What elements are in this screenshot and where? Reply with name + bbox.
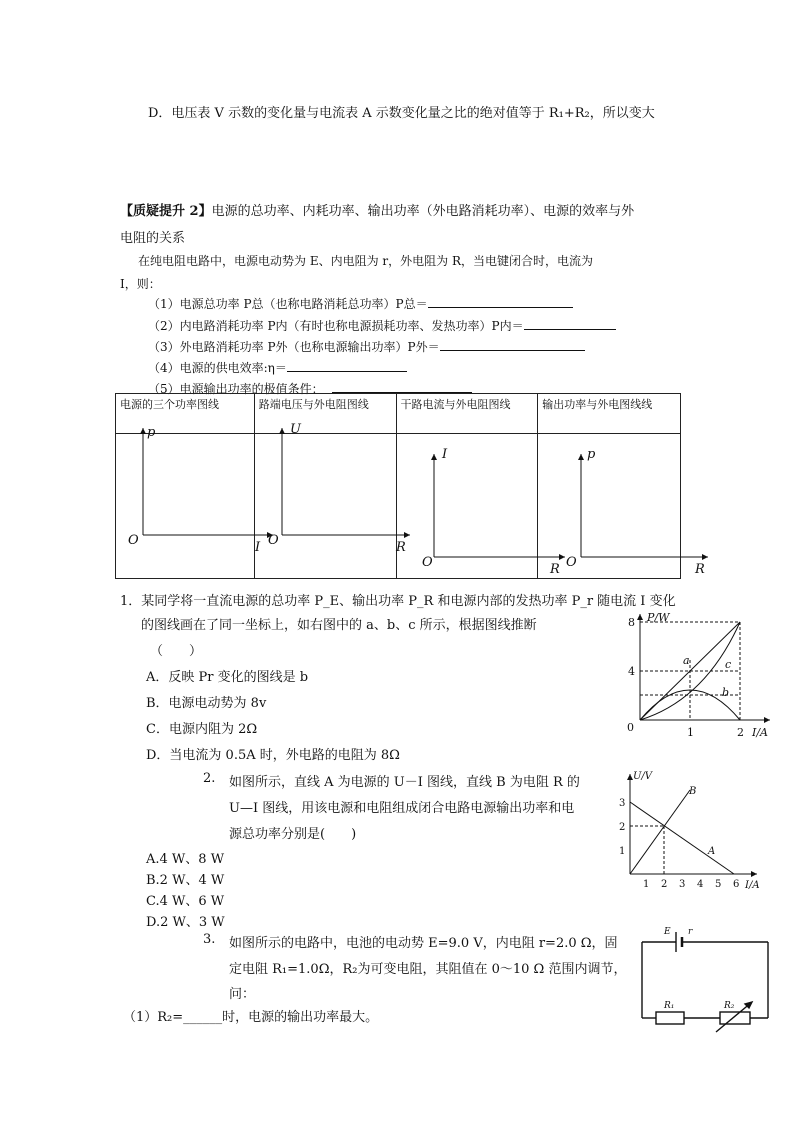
q3-circuit [636, 920, 776, 1035]
q1-origin: 0 [627, 721, 634, 734]
q1-xlabel: I/A [752, 726, 768, 739]
item-2: （2）内电路消耗功率 P内（有时也称电源损耗功率、发热功率）P内＝ [148, 317, 616, 334]
prev-option-d: D．电压表 V 示数的变化量与电流表 A 示数变化量之比的绝对值等于 R₁+R₂，所以变大 [148, 106, 655, 121]
item-5: （5）电源输出功率的极值条件： [148, 380, 472, 397]
q1-option-a: A．反映 Pr 变化的图线是 b [146, 670, 309, 685]
q1-xtick-2: 2 [737, 726, 744, 739]
intro-line-1: 在纯电阻电路中，电源电动势为 E、内电阻为 r，外电阻为 R，当电键闭合时，电流为 [138, 254, 593, 268]
t3-y: I [442, 447, 448, 462]
t4-x: R [695, 562, 705, 577]
q2-xtick-5: 5 [715, 879, 722, 890]
q2-ytick-2: 2 [619, 822, 626, 833]
q2-xtick-3: 3 [679, 879, 686, 890]
q2-xtick-6: 6 [733, 879, 740, 890]
q2-option-c: C.4 W、6 W [146, 894, 225, 909]
q2-option-b: B.2 W、4 W [146, 873, 225, 888]
q2-line-a: A [708, 846, 716, 857]
q1-stem-2: 的图线画在了同一坐标上，如右图中的 a、b、c 所示，根据图线推断 [141, 618, 537, 633]
circuit-label-e: E [664, 927, 671, 937]
circuit-label-r: r [688, 927, 693, 937]
q1-stem-1: 1．某同学将一直流电源的总功率 P_E、输出功率 P_R 和电源内部的发热功率 P_r 随电流 I 变化 [120, 594, 676, 609]
t4-o: O [566, 555, 577, 570]
q1-option-d: D．当电流为 0.5A 时，外电路的电阻为 8Ω [146, 748, 400, 763]
table-header-4: 输出功率与外电图线线 [542, 398, 653, 411]
t1-x: I [255, 540, 261, 555]
q2-xtick-4: 4 [697, 879, 704, 890]
section-title-cont: 电阻的关系 [120, 231, 186, 246]
q2-line-1: 如图所示，直线 A 为电源的 U－I 图线，直线 B 为电阻 R 的 [229, 775, 580, 790]
item-3: （3）外电路消耗功率 P外（也称电源输出功率）P外＝ [148, 338, 585, 355]
q2-line-2: U—I 图线，用该电源和电阻组成闭合电路电源输出功率和电 [229, 801, 575, 816]
table-header-1: 电源的三个功率图线 [120, 398, 219, 411]
q2-xlabel: I/A [745, 880, 760, 891]
q1-paren: （ ） [150, 644, 203, 659]
item-4: （4）电源的供电效率:η＝ [148, 359, 407, 376]
q2-option-d: D.2 W、3 W [146, 915, 225, 930]
q1-ytick-4: 4 [628, 665, 635, 678]
q2-ytick-1: 1 [619, 846, 626, 857]
intro-line-2: I，则： [120, 277, 161, 291]
q1-option-c: C．电源内阻为 2Ω [146, 722, 258, 737]
q3-sub-1: （1）R₂=______时，电源的输出功率最大。 [123, 1010, 379, 1025]
q2-ylabel: U/V [633, 771, 653, 782]
q2-graph [615, 770, 765, 895]
q1-curve-a: a [683, 654, 690, 667]
q3-num: 3. [203, 932, 216, 947]
section-title-text: 电源的总功率、内耗功率、输出功率（外电路消耗功率）、电源的效率与外 [211, 204, 635, 219]
table-header-3: 干路电流与外电阻图线 [400, 398, 511, 411]
q1-ytick-8: 8 [628, 616, 635, 629]
q2-ytick-3: 3 [619, 798, 626, 809]
section-title-bracket: 【质疑提升 2】 [120, 204, 212, 219]
circuit-label-r2: R₂ [724, 1001, 735, 1011]
q3-line-2: 定电阻 R₁=1.0Ω，R₂为可变电阻，其阻值在 0～10 Ω 范围内调节， [229, 962, 627, 977]
t1-y: p [147, 425, 156, 440]
q1-ylabel: P/W [647, 611, 670, 624]
q2-line-b: B [689, 786, 697, 797]
t3-o: O [422, 555, 433, 570]
q2-option-a: A.4 W、8 W [146, 852, 225, 867]
t1-o: O [128, 533, 139, 548]
t2-x: R [396, 540, 406, 555]
q1-option-b: B．电源电动势为 8v [146, 696, 267, 711]
item-1: （1）电源总功率 P总（也称电路消耗总功率）P总＝ [148, 295, 573, 312]
q1-xtick-1: 1 [687, 726, 694, 739]
table-header-2: 路端电压与外电阻图线 [258, 398, 369, 411]
t2-y: U [290, 422, 301, 437]
q1-graph [620, 610, 780, 740]
q2-line-3: 源总功率分别是( ) [229, 827, 357, 842]
q2-num: 2. [203, 771, 216, 786]
q2-xtick-2: 2 [661, 879, 668, 890]
circuit-label-r1: R₁ [664, 1001, 675, 1011]
t4-y: p [587, 447, 596, 462]
q3-line-1: 如图所示的电路中，电池的电动势 E=9.0 V，内电阻 r=2.0 Ω，固 [229, 936, 618, 951]
q2-xtick-1: 1 [643, 879, 650, 890]
q1-curve-b: b [722, 686, 730, 699]
t3-x: R [550, 562, 560, 577]
t2-o: O [268, 533, 279, 548]
q3-line-3: 问： [229, 987, 256, 1002]
q1-curve-c: c [725, 658, 732, 671]
